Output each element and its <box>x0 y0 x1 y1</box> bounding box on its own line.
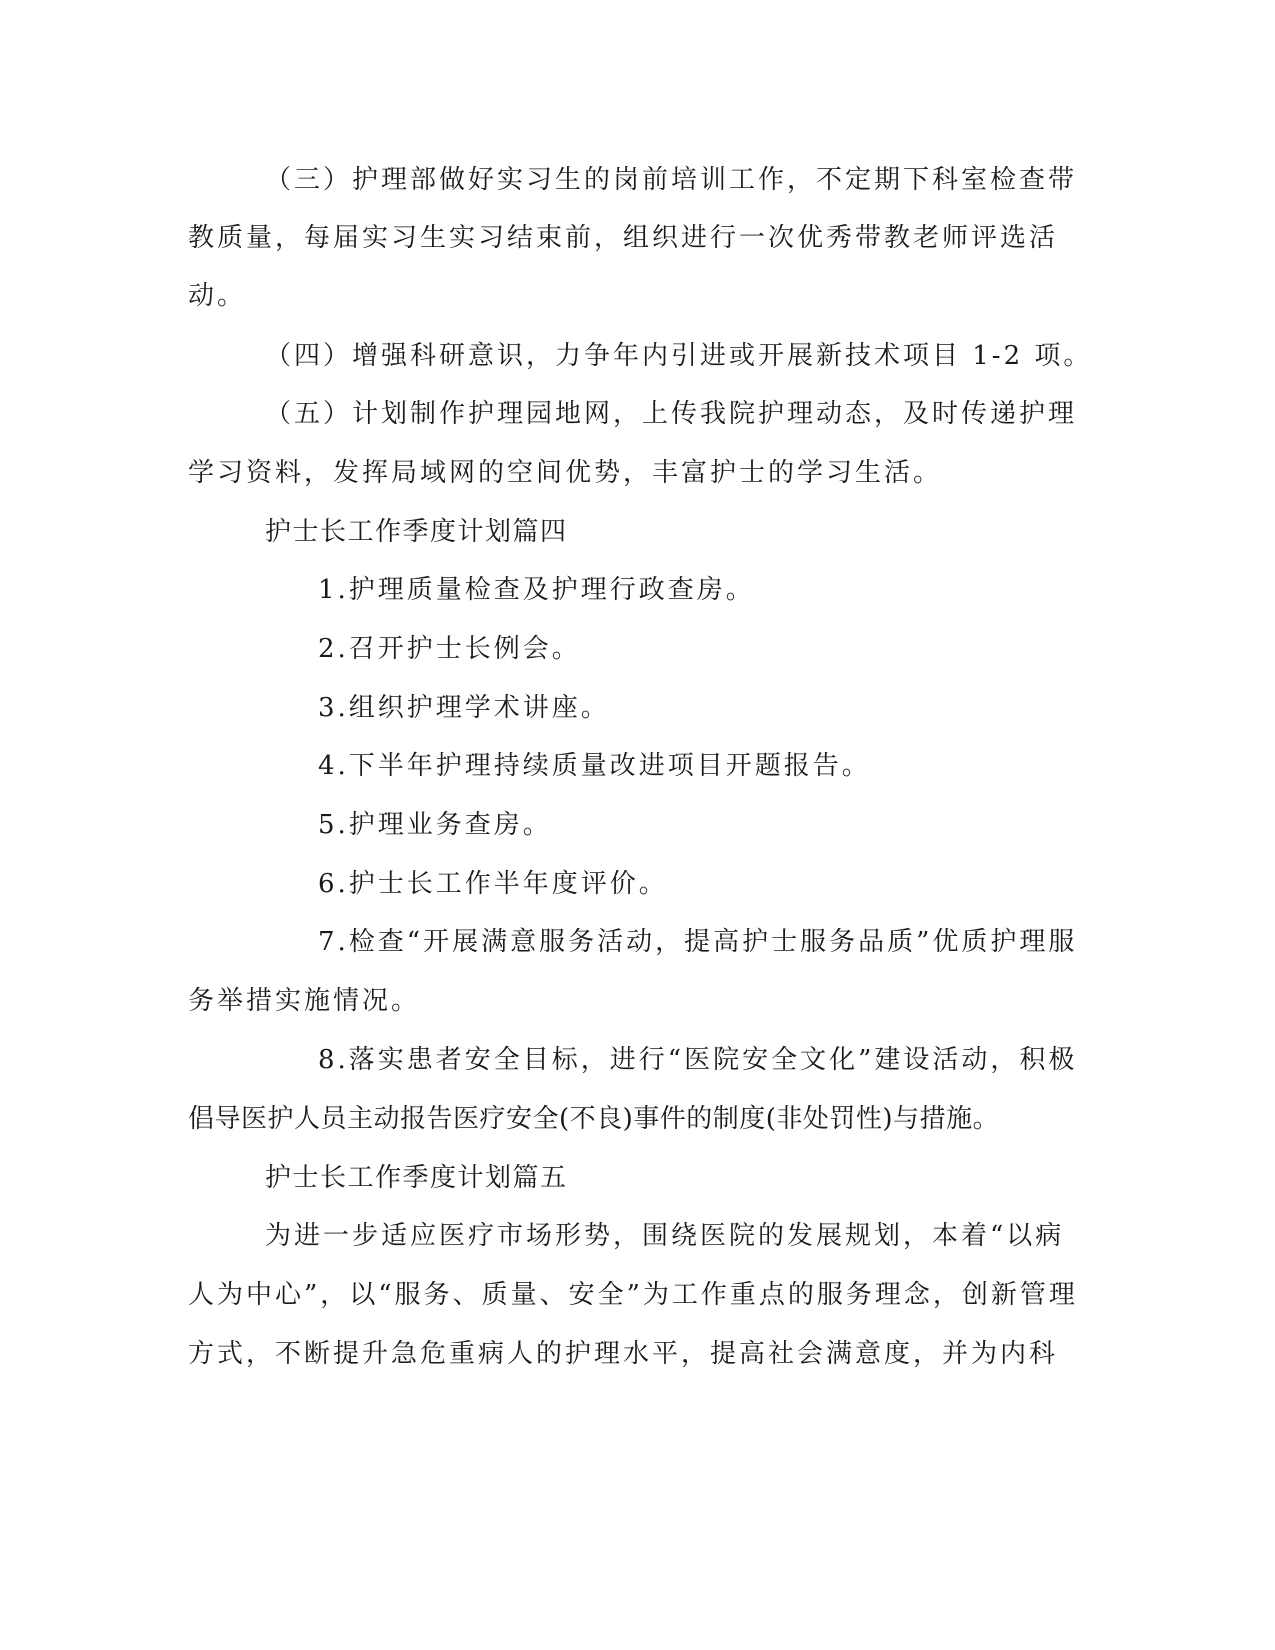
list-item-3: 3.组织护理学术讲座。 <box>318 693 610 723</box>
list-item-4: 4.下半年护理持续质量改进项目开题报告。 <box>318 751 871 781</box>
paragraph-3-line-3: 动。 <box>188 281 247 311</box>
list-item-6: 6.护士长工作半年度评价。 <box>318 869 668 899</box>
list-item-8-line-1: 8.落实患者安全目标，进行“医院安全文化”建设活动，积极 <box>318 1045 1078 1075</box>
list-item-8-line-2: 倡导医护人员主动报告医疗安全(不良)事件的制度(非处罚性)与措施。 <box>188 1104 1000 1134</box>
paragraph-3-line-1: （三）护理部做好实习生的岗前培训工作，不定期下科室检查带 <box>265 165 1078 195</box>
list-item-1: 1.护理质量检查及护理行政查房。 <box>318 575 755 605</box>
section-heading-5: 护士长工作季度计划篇五 <box>265 1163 568 1193</box>
list-item-5: 5.护理业务查房。 <box>318 810 552 840</box>
paragraph-4: （四）增强科研意识，力争年内引进或开展新技术项目 1-2 项。 <box>265 341 1093 371</box>
list-item-7-line-2: 务举措实施情况。 <box>188 986 421 1016</box>
paragraph-intro-line-3: 方式，不断提升急危重病人的护理水平，提高社会满意度，并为内科 <box>188 1339 1059 1369</box>
section-heading-4: 护士长工作季度计划篇四 <box>265 517 568 547</box>
paragraph-intro-line-2: 人为中心”，以“服务、质量、安全”为工作重点的服务理念，创新管理 <box>188 1280 1078 1310</box>
list-item-2: 2.召开护士长例会。 <box>318 634 581 664</box>
paragraph-5-line-1: （五）计划制作护理园地网，上传我院护理动态，及时传递护理 <box>265 399 1078 429</box>
paragraph-3-line-2: 教质量，每届实习生实习结束前，组织进行一次优秀带教老师评选活 <box>188 223 1059 253</box>
paragraph-intro-line-1: 为进一步适应医疗市场形势，围绕医院的发展规划，本着“以病 <box>265 1221 1065 1251</box>
list-item-7-line-1: 7.检查“开展满意服务活动，提高护士服务品质”优质护理服 <box>318 927 1078 957</box>
paragraph-5-line-2: 学习资料，发挥局域网的空间优势，丰富护士的学习生活。 <box>188 458 943 488</box>
